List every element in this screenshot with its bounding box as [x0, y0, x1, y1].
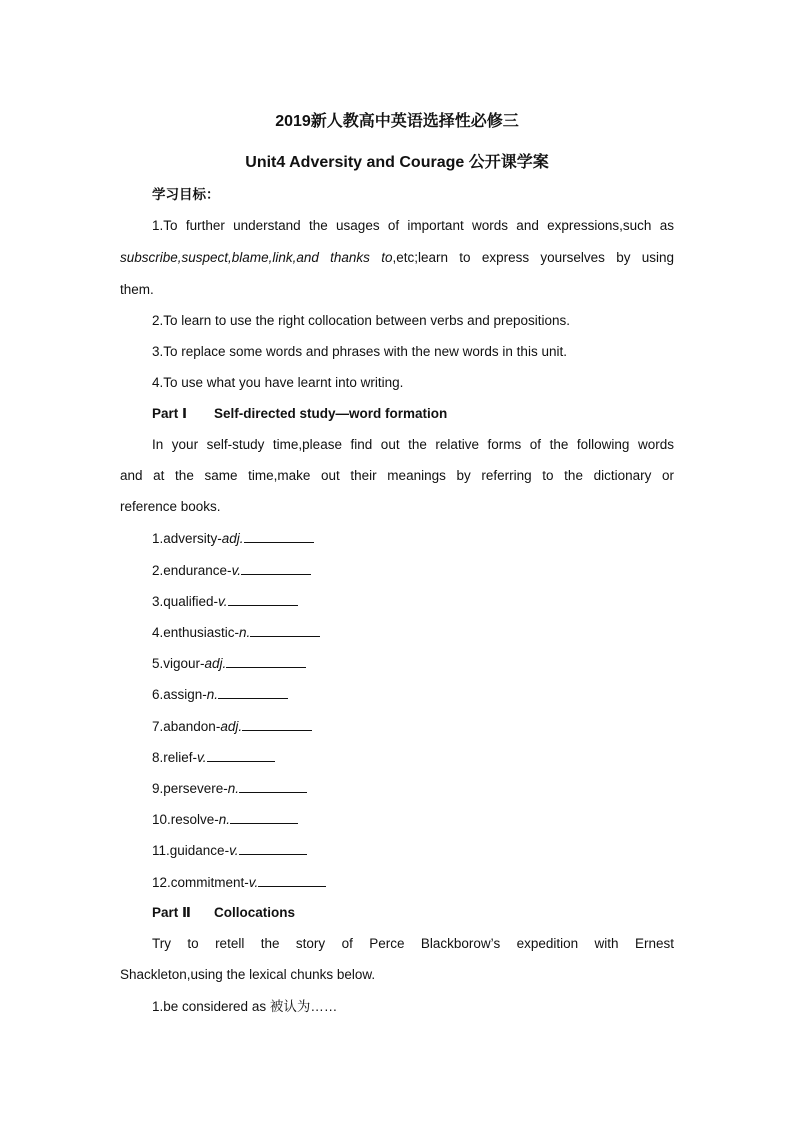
part2-intro-line-1: Try to retell the story of Perce Blackborow’s expedition with Ernest: [152, 936, 674, 951]
collocation-cn: 被认为……: [269, 999, 338, 1014]
part1-header: [152, 405, 447, 423]
word-item: 10.resolve-n.: [152, 810, 298, 829]
part1-label: Part Ⅰ: [152, 406, 188, 421]
document-title: 2019新人教高中英语选择性必修三: [275, 113, 519, 130]
word-item: 1.adversity-adj.: [152, 529, 314, 548]
objective-1-line-3: them.: [120, 282, 154, 297]
answer-blank[interactable]: [250, 623, 320, 637]
collocation-en: 1.be considered as: [152, 999, 270, 1014]
objectives-heading: 学习目标：: [152, 187, 220, 202]
objective-4: 4.To use what you have learnt into writing.: [152, 375, 404, 390]
word-item: 4.enthusiastic-n.: [152, 623, 320, 642]
word-item: 6.assign-n.: [152, 685, 288, 704]
answer-blank[interactable]: [228, 592, 298, 606]
objective-3: 3.To replace some words and phrases with the new words in this unit.: [152, 344, 567, 359]
word-item: 8.relief-v.: [152, 748, 275, 767]
answer-blank[interactable]: [239, 779, 307, 793]
word-item: 7.abandon-adj.: [152, 717, 312, 736]
answer-blank[interactable]: [242, 717, 312, 731]
part1-intro-line-1: In your self-study time,please find out the relative forms of the following words: [152, 437, 674, 452]
answer-blank[interactable]: [258, 873, 326, 887]
answer-blank[interactable]: [244, 529, 314, 543]
word-item: 2.endurance-v.: [152, 561, 311, 580]
part2-header: [152, 904, 295, 922]
answer-blank[interactable]: [230, 810, 298, 824]
answer-blank[interactable]: [241, 561, 311, 575]
objective-1-rest: ,etc;learn to express yourselves by using: [392, 250, 675, 265]
word-item: 3.qualified-v.: [152, 592, 298, 611]
word-item: 9.persevere-n.: [152, 779, 307, 798]
part1-heading: Self-directed study—word formation: [214, 406, 448, 421]
part1-intro-line-3: reference books.: [120, 499, 221, 514]
document-subtitle: Unit4 Adversity and Courage 公开课学案: [245, 154, 549, 171]
part2-intro-line-2: Shackleton,using the lexical chunks below.: [120, 967, 376, 982]
part1-intro-line-2: and at the same time,make out their meanings by referring to the dictionary or: [120, 468, 674, 483]
answer-blank[interactable]: [207, 748, 275, 762]
word-item: 5.vigour-adj.: [152, 654, 306, 673]
answer-blank[interactable]: [218, 685, 288, 699]
answer-blank[interactable]: [226, 654, 306, 668]
word-item: 12.commitment-v.: [152, 873, 326, 892]
objective-2: 2.To learn to use the right collocation between verbs and prepositions.: [152, 313, 571, 328]
objective-1-line-2: [120, 249, 674, 267]
part2-heading: Collocations: [214, 905, 296, 920]
word-item: 11.guidance-v.: [152, 841, 307, 860]
answer-blank[interactable]: [239, 841, 307, 855]
objective-1-keywords: subscribe,suspect,blame,link,and thanks to: [120, 250, 393, 265]
objective-1-line-1: 1.To further understand the usages of important words and expressions,such as: [152, 218, 674, 233]
collocation-item: [152, 998, 337, 1016]
part2-label: Part Ⅱ: [152, 905, 191, 920]
